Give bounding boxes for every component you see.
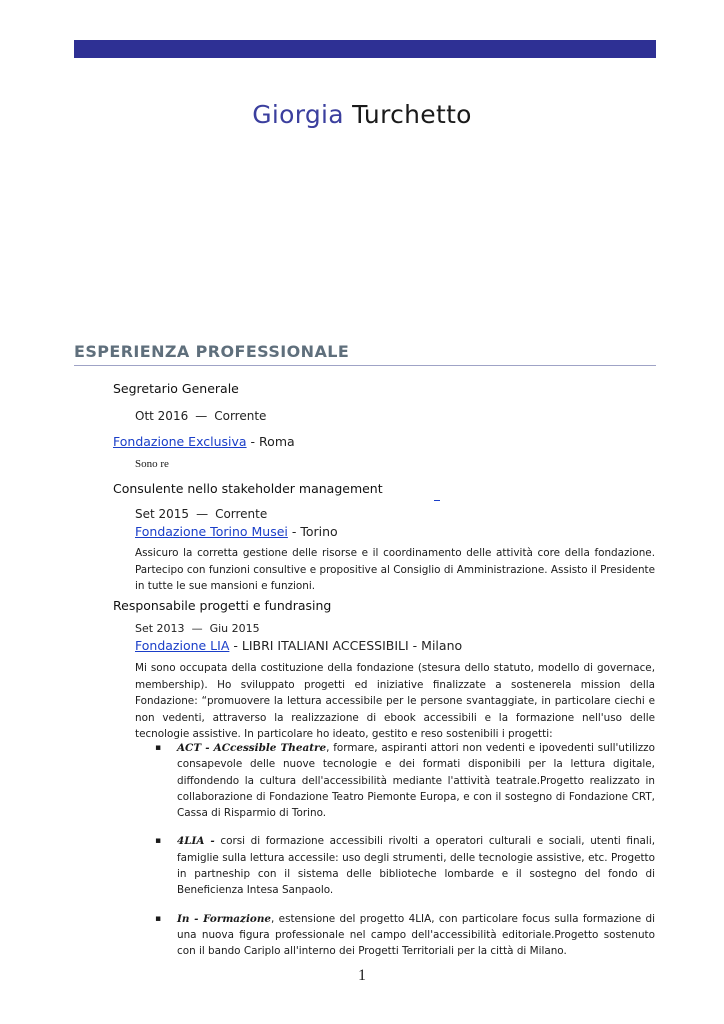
date-range bbox=[135, 409, 266, 423]
org-link[interactable]: Fondazione LIA bbox=[135, 638, 230, 653]
stray-underline bbox=[434, 500, 440, 501]
org-link[interactable]: Fondazione Torino Musei bbox=[135, 524, 288, 539]
bullet-icon: ▪ bbox=[155, 913, 162, 924]
org-location: Roma bbox=[259, 434, 295, 449]
organization: Fondazione Torino Musei - Torino bbox=[135, 524, 338, 539]
date-separator: — bbox=[191, 622, 203, 635]
role-description: Mi sono occupata della costituzione della fondazione (stesura dello statuto, modello di governace, membership). Ho sviluppato progetti ed iniziative finalizzate a sostenerela mission della Fondazione: “promuovere la lettura accessibile per le persone svantaggiate, in particolare ciechi e non vedenti, attraverso la realizzazione di ebook accessibili e la formazione nell'uso delle tecnologie assistive. In particolare ho ideato, gestito e reso sostenibili i progetti: bbox=[135, 662, 655, 740]
date-end: Corrente bbox=[214, 409, 267, 423]
org-location: Milano bbox=[421, 638, 463, 653]
section-title: ESPERIENZA PROFESSIONALE bbox=[74, 342, 656, 366]
date-end: Giu 2015 bbox=[209, 622, 260, 635]
bullet-icon: ▪ bbox=[155, 836, 162, 847]
org-location: Torino bbox=[300, 524, 338, 539]
date-end: Corrente bbox=[215, 507, 268, 521]
bullet-icon: ▪ bbox=[155, 743, 162, 753]
project-title: 4LIA - bbox=[177, 835, 215, 848]
list-item bbox=[135, 740, 655, 821]
project-list bbox=[135, 740, 655, 972]
project-title: In - Formazione bbox=[177, 912, 271, 925]
first-name: Giorgia bbox=[252, 100, 344, 129]
role-description: Assicuro la corretta gestione delle risorse e il coordinamento delle attività core della fondazione. Partecipo con funzioni consultive e propositive al Consiglio di Amministrazione. Assisto il Presidente in tutte le sue mansioni e funzioni. bbox=[135, 547, 655, 592]
organization: Fondazione LIA - LIBRI ITALIANI ACCESSIBILI - Milano bbox=[135, 638, 463, 653]
last-name: Turchetto bbox=[352, 100, 472, 129]
list-item bbox=[135, 911, 655, 960]
role-title: Segretario Generale bbox=[113, 381, 239, 396]
person-name bbox=[0, 100, 724, 129]
page-number: 1 bbox=[358, 967, 366, 984]
role-title: Responsabile progetti e fundrasing bbox=[113, 598, 332, 613]
role-title: Consulente nello stakeholder management bbox=[113, 481, 383, 496]
project-text: , estensione del progetto 4LIA, con particolare focus sulla formazione di una nuova figura professionale nel campo dell'accessibilità editoriale.Progetto sostenuto con il bando Cariplo all'interno dei Progetti Territoriali per la città di Milano. bbox=[177, 912, 655, 958]
date-start: Set 2013 bbox=[135, 622, 185, 635]
role-description: Sono re bbox=[135, 458, 169, 470]
organization: Fondazione Exclusiva - Roma bbox=[113, 434, 295, 449]
project-text: corsi di formazione accessibili rivolti a operatori culturali e sociali, utenti finali, famiglie sulla lettura accessile: uso degli strumenti, delle tecnologie assistive, etc. Progetto in partneship con il sistema delle biblioteche lombarde e il sostegno del fondo di Beneficienza Intesa Sanpaolo. bbox=[177, 835, 656, 897]
date-separator: — bbox=[195, 409, 208, 423]
header-accent-bar bbox=[74, 40, 656, 58]
date-range bbox=[135, 507, 267, 521]
date-start: Set 2015 bbox=[135, 507, 190, 521]
org-detail: LIBRI ITALIANI ACCESSIBILI bbox=[241, 638, 409, 653]
date-range bbox=[135, 622, 260, 635]
project-text: , formare, aspiranti attori non vedenti e ipovedenti sull'utilizzo consapevole delle nuove tecnologie e dei formati disponibili per la lettura digitale, diffondendo la cultura dell'accessibilità mediante l'attività teatrale.Progetto realizzato in collaborazione di Fondazione Teatro Piemonte Europa, e con il sostegno di Fondazione CRT, Cassa di Risparmio di Torino. bbox=[177, 742, 655, 820]
project-title: ACT - ACcessible Theatre bbox=[177, 742, 327, 754]
date-start: Ott 2016 bbox=[135, 409, 189, 423]
org-link[interactable]: Fondazione Exclusiva bbox=[113, 434, 247, 449]
date-separator: — bbox=[196, 507, 209, 521]
list-item bbox=[135, 833, 655, 898]
